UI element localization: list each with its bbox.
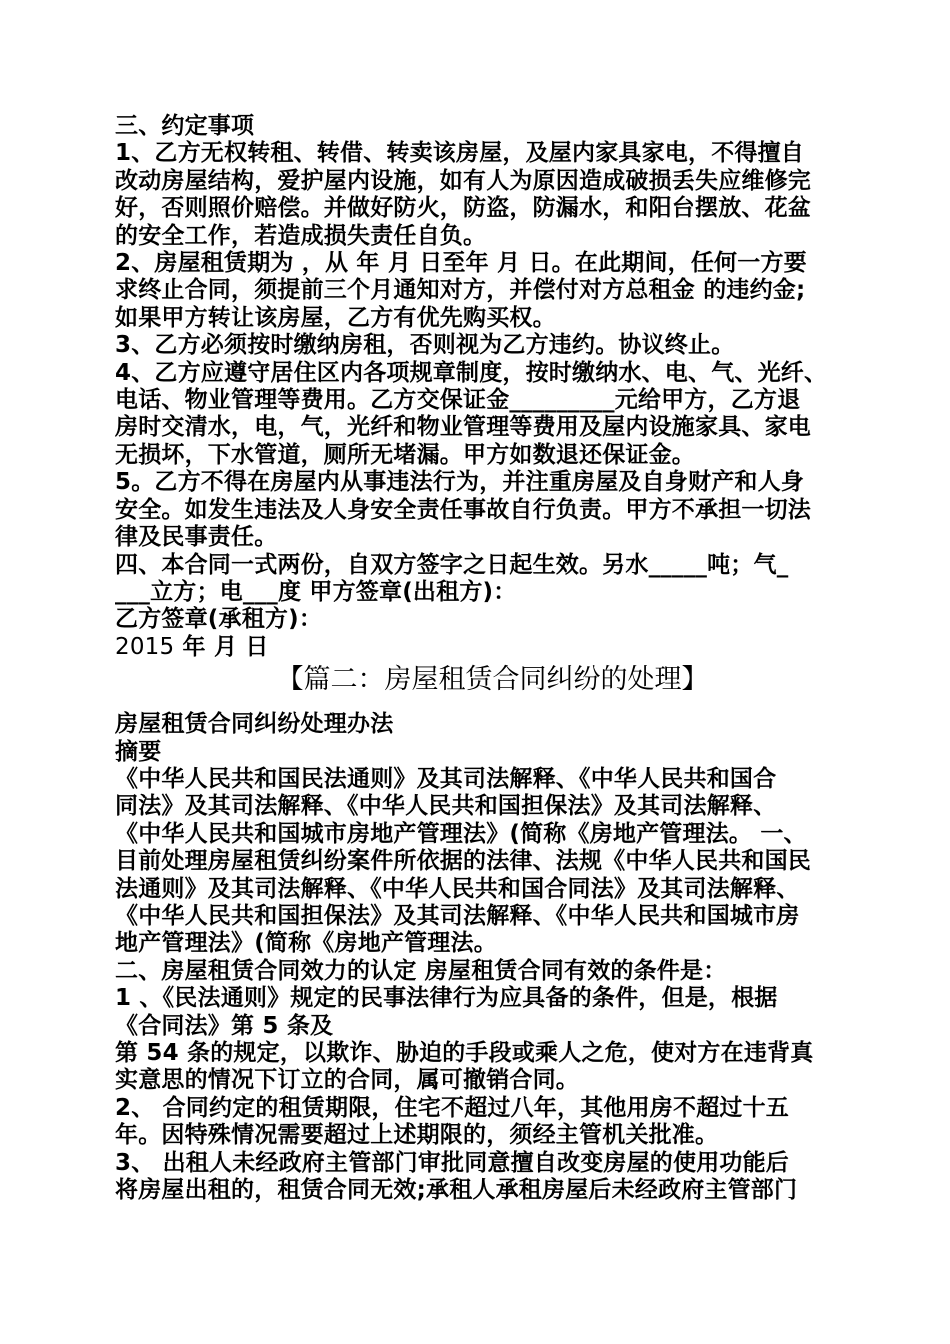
- text-line: 无损坏，下水管道，厕所无堵漏。甲方如数退还保证金。: [115, 441, 695, 468]
- text-line: 二、房屋租赁合同效力的认定 房屋租赁合同有效的条件是：: [115, 957, 727, 984]
- text-line: 目前处理房屋租赁纠纷案件所依据的法律、法规《中华人民共和国民: [115, 848, 811, 875]
- text-line: 三、约定事项: [115, 113, 255, 139]
- text-line: 《中华人民共和国民法通则》及其司法解释、《中华人民共和国合: [115, 765, 777, 792]
- section2-title: 【篇二：房屋租赁合同纠纷的处理】: [276, 664, 709, 696]
- text-line: 实意思的情况下订立的合同，属可撤销合同。: [115, 1067, 579, 1094]
- text-line: 律及民事责任。: [115, 524, 278, 551]
- text-line: 2、房屋租赁期为 ，从 年 月 日至年 月 日。在此期间，任何一方要: [115, 250, 807, 277]
- text-line: 的安全工作，若造成损失责任自负。: [115, 222, 487, 249]
- text-line: 2、 合同约定的租赁期限，住宅不超过八年，其他用房不超过十五: [115, 1094, 790, 1121]
- section-dispute-handling: [115, 711, 850, 1204]
- text-line: 好，否则照价赔偿。并做好防火，防盗，防漏水，和阳台摆放、花盆: [115, 195, 811, 222]
- text-line: 如果甲方转让该房屋，乙方有优先购买权。: [115, 304, 556, 331]
- text-line: 改动房屋结构，爱护屋内设施，如有人为原因造成破损丢失应维修完: [115, 167, 811, 194]
- document-body: [115, 113, 850, 1204]
- text-line: 3、 出租人未经政府主管部门审批同意擅自改变房屋的使用功能后: [115, 1149, 790, 1176]
- date-rest: 年 月 日: [174, 633, 269, 660]
- text-line: 安全。如发生违法及人身安全责任事故自行负责。甲方不承担一切法: [115, 496, 811, 523]
- text-line: 第 54 条的规定，以欺诈、胁迫的手段或乘人之危，使对方在违背真: [115, 1040, 814, 1066]
- text-line: 四、本合同一式两份，自双方签字之日起生效。另水_____吨；气_: [115, 551, 789, 578]
- section-agreed-matters: [115, 113, 850, 634]
- text-line: 房屋租赁合同纠纷处理办法: [115, 711, 394, 738]
- date-line: [115, 634, 850, 661]
- text-line: 同法》及其司法解释、《中华人民共和国担保法》及其司法解释、: [115, 793, 777, 820]
- text-line: 摘要: [115, 738, 162, 765]
- text-line: 《中华人民共和国担保法》及其司法解释、《中华人民共和国城市房: [115, 902, 800, 929]
- text-line: 求终止合同，须提前三个月通知对方，并偿付对方总租金 的违约金;: [115, 277, 806, 304]
- text-line: 法通则》及其司法解释、《中华人民共和国合同法》及其司法解释、: [115, 875, 800, 902]
- text-line: 3、乙方必须按时缴纳房租，否则视为乙方违约。协议终止。: [115, 332, 735, 359]
- text-line: 4、乙方应遵守居住区内各项规章制度，按时缴纳水、电、气、光纤、: [115, 359, 828, 386]
- text-line: 电话、物业管理等费用。乙方交保证金_________元给甲方，乙方退: [115, 387, 801, 414]
- text-line: 《合同法》第 5 条及: [115, 1012, 334, 1039]
- text-line: ___立方；电___度 甲方签章(出租方)：: [115, 578, 517, 605]
- text-line: 1 、《民法通则》规定的民事法律行为应具备的条件，但是，根据: [115, 985, 778, 1012]
- text-line: 5。乙方不得在房屋内从事违法行为，并注重房屋及自身财产和人身: [115, 469, 805, 496]
- text-line: 年。因特殊情况需要超过上述期限的，须经主管机关批准。: [115, 1122, 719, 1149]
- date-year: 2015: [115, 633, 175, 660]
- text-line: 1、乙方无权转租、转借、转卖该房屋，及屋内家具家电，不得擅自: [115, 140, 805, 167]
- text-line: 地产管理法》(简称《房地产管理法。: [115, 930, 497, 957]
- text-line: 《中华人民共和国城市房地产管理法》(简称《房地产管理法。 一、: [115, 820, 807, 847]
- text-line: 房时交清水，电，气，光纤和物业管理等费用及屋内设施家具、家电: [115, 414, 811, 441]
- text-line: 乙方签章(承租方)：: [115, 606, 323, 633]
- text-line: 将房屋出租的，租赁合同无效;承租人承租房屋后未经政府主管部门: [115, 1177, 798, 1204]
